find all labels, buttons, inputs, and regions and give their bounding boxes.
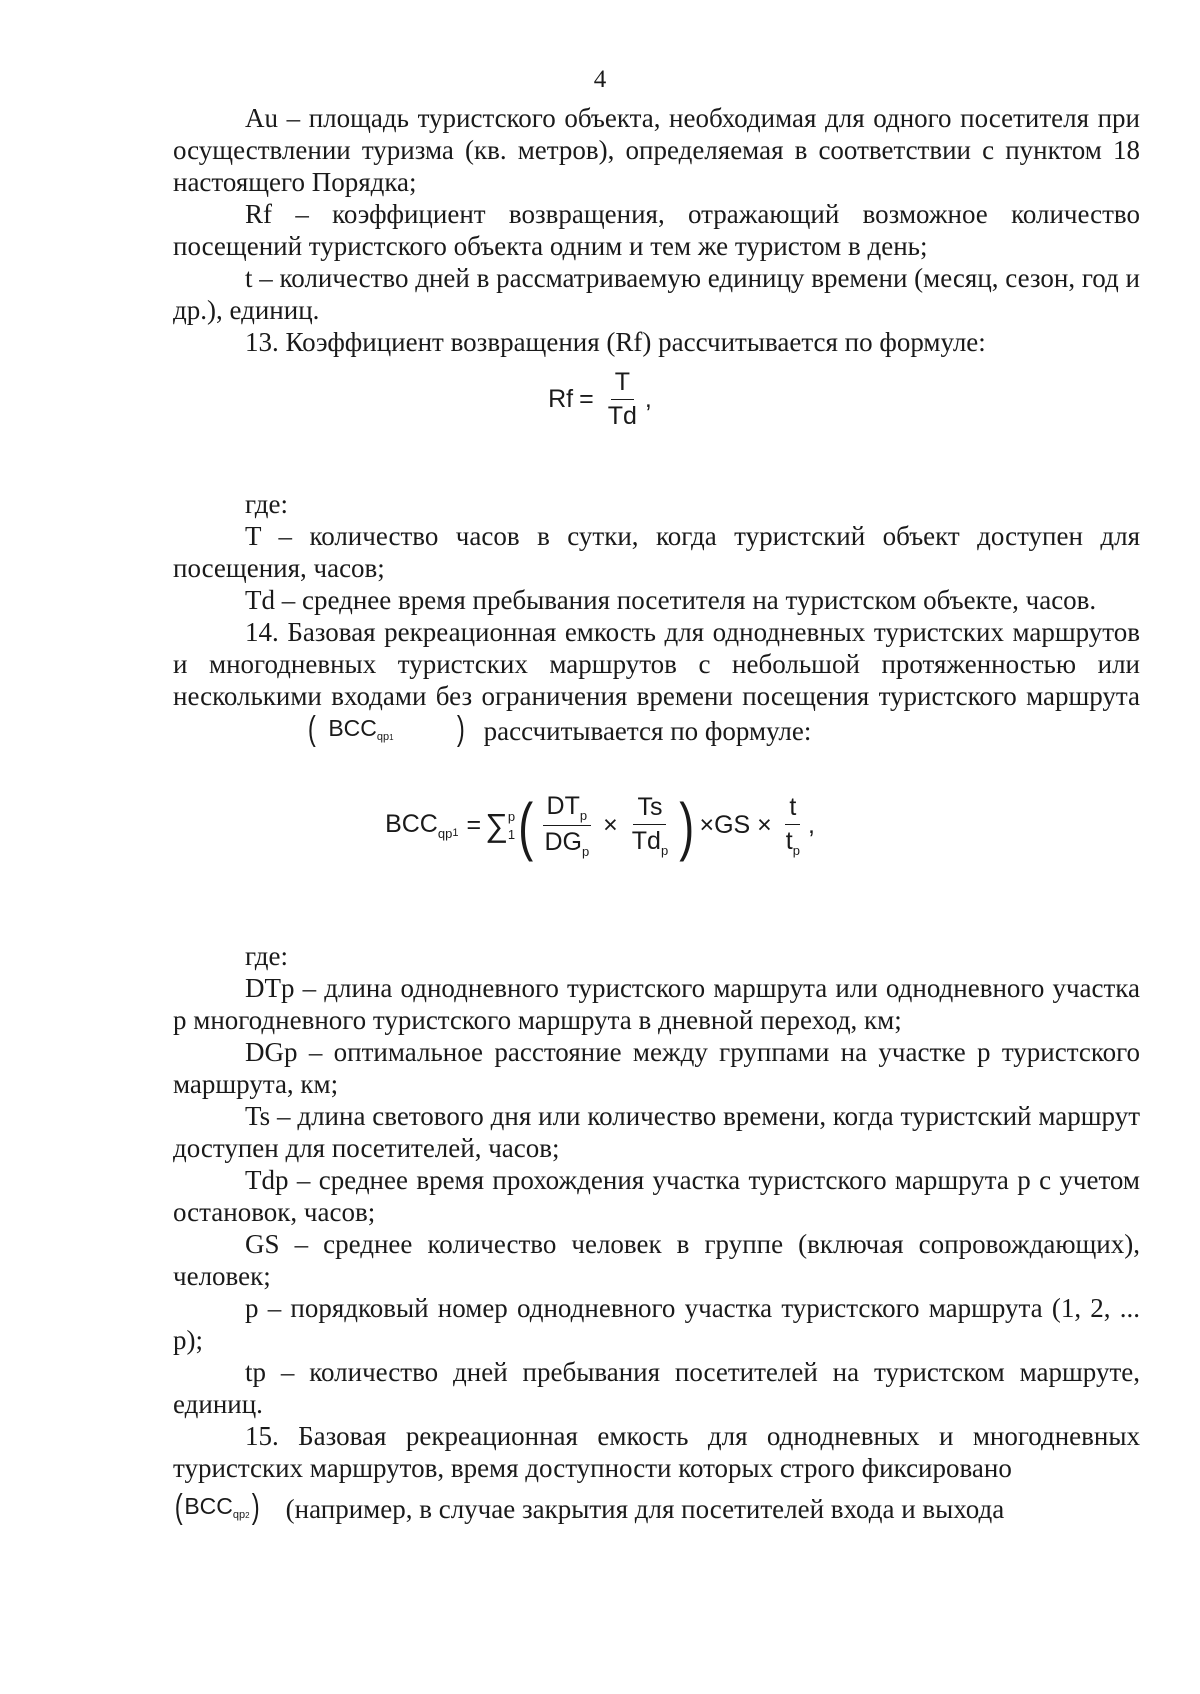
- page-number: 4: [593, 66, 607, 93]
- formula-rf-denominator: Td: [607, 402, 637, 430]
- paragraph-t: t – количество дней в рассматриваемую единицу времени (месяц, сезон, год и др.), единиц.: [173, 263, 1140, 325]
- paragraph-p: p – порядковый номер однодневного участка туристского маршрута (1, 2, ... p);: [173, 1293, 1140, 1355]
- formula-rf-fraction: [604, 368, 641, 431]
- formula-bcc1-lhs: $BCC_{qp}1$: [385, 810, 459, 841]
- paragraph-14: [173, 616, 1140, 754]
- formula-bcc1-sigma: ∑ p 1: [485, 807, 516, 843]
- paragraph-Tdp: Tdp – среднее время прохождения участка туристского маршрута p с учетом остановок, часов;: [173, 1165, 1140, 1227]
- paragraph-rf: Rf – коэффициент возвращения, отражающий возможное количество посещений туристского объекта одним и тем же туристом в день;: [173, 199, 1140, 261]
- formula-bcc1-times: ×: [603, 811, 618, 839]
- formula-rf-numerator: T: [611, 368, 634, 400]
- formula-bcc1-right-paren: ): [679, 789, 695, 862]
- paragraph-Ts: Ts – длина светового дня или количество времени, когда туристский маршрут доступен для посетителей, часов;: [173, 1101, 1140, 1163]
- formula-bcc1-gs: ×GS ×: [699, 811, 772, 839]
- definitions-block-3: [173, 940, 1140, 1532]
- paragraph-tp: tp – количество дней пребывания посетителей на туристском маршруте, единиц.: [173, 1357, 1140, 1419]
- formula-bcc1-left-paren: (: [518, 789, 534, 862]
- formula-rf-lhs: Rf: [548, 385, 574, 413]
- formula-bcc1: [0, 789, 1200, 862]
- paragraph-15-tail: (например, в случае закрытия для посетителей входа и выхода: [285, 1494, 1005, 1524]
- formula-bcc1-fraction-t-tp: $\frac{t}{t_p}$: [785, 793, 800, 858]
- paragraph-GS: GS – среднее количество человек в группе (включая сопровождающих), человек;: [173, 1229, 1140, 1291]
- paragraph-14-text: 14. Базовая рекреационная емкость для однодневных туристских маршрутов и многодневных туристских маршрутов с небольшой протяженностью или несколькими входами без ограничения времени посещения туристского маршрута: [173, 617, 1140, 711]
- formula-bcc1-fraction-ts-td: $\frac{Ts}{Td_p}$: [631, 793, 669, 858]
- paragraph-13: 13. Коэффициент возвращения (Rf) рассчитывается по формуле:: [245, 327, 986, 357]
- paragraph-where-1: где:: [245, 489, 288, 519]
- paragraph-15: 15. Базовая рекреационная емкость для однодневных и многодневных туристских маршрутов, время доступности которых строго фиксировано: [173, 1421, 1140, 1483]
- paragraph-where-2: где:: [245, 941, 288, 971]
- formula-rf: [0, 368, 1200, 431]
- paragraph-DTp: DTp – длина однодневного туристского маршрута или однодневного участка p многодневного туристского маршрута в дневной переход, км;: [173, 973, 1140, 1035]
- formula-bcc1-fraction-dt-dg: $\frac{DT_p}{DG_p}$: [544, 792, 590, 859]
- paragraph-au: Au – площадь туристского объекта, необходимая для одного посетителя при осуществлении туризма (кв. метров), определяемая в соответствии с пунктом 18 настоящего Порядка;: [173, 103, 1140, 197]
- formula-rf-eq: =: [579, 385, 594, 413]
- paragraph-Td: Td – среднее время пребывания посетителя на туристском объекте, часов.: [245, 585, 1097, 615]
- paragraph-14-tail: рассчитывается по формуле:: [483, 716, 812, 746]
- definitions-block-2: [173, 488, 1140, 754]
- paragraph-DGp: DGp – оптимальное расстояние между группами на участке p туристского маршрута, км;: [173, 1037, 1140, 1099]
- definitions-block-1: [173, 102, 1140, 358]
- inline-bcc-2: (BCCqp2): [174, 1488, 260, 1526]
- paragraph-15-continued: [173, 1490, 1140, 1532]
- formula-bcc1-eq: =: [466, 811, 482, 839]
- formula-rf-tail: ,: [644, 385, 652, 413]
- paragraph-T: T – количество часов в сутки, когда туристский объект доступен для посещения, часов;: [173, 521, 1140, 583]
- inline-bcc-1: ( BCCqp1 ): [307, 710, 465, 748]
- formula-bcc1-tail: ,: [807, 811, 815, 839]
